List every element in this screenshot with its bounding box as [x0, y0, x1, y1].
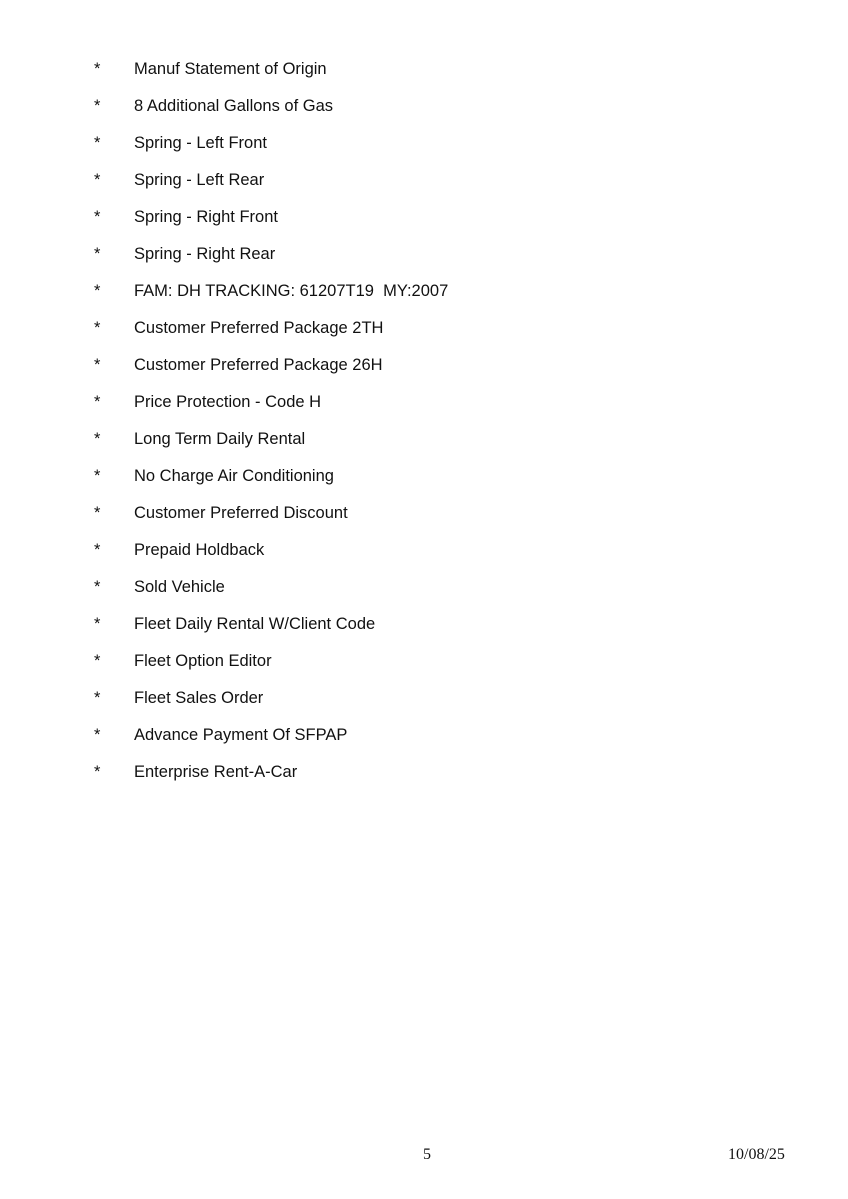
list-item-text: Spring - Right Front: [134, 208, 278, 226]
list-item-text: Fleet Option Editor: [134, 652, 272, 670]
list-item-text: Fleet Daily Rental W/Client Code: [134, 615, 376, 633]
bullet-marker: *: [94, 208, 101, 226]
list-item-text: Manuf Statement of Origin: [134, 60, 327, 78]
bullet-marker: *: [94, 393, 101, 411]
bullet-marker: *: [94, 615, 101, 633]
bullet-marker: *: [94, 134, 101, 152]
list-item-text: Spring - Right Rear: [134, 245, 276, 263]
bullet-marker: *: [94, 319, 101, 337]
bullet-marker: *: [94, 245, 101, 263]
bullet-marker: *: [94, 652, 101, 670]
bullet-marker: *: [94, 689, 101, 707]
bullet-marker: *: [94, 60, 101, 78]
bullet-marker: *: [94, 171, 101, 189]
bullet-marker: *: [94, 541, 101, 559]
bullet-marker: *: [94, 97, 101, 115]
list-item-text: Sold Vehicle: [134, 578, 225, 596]
bullet-marker: *: [94, 430, 101, 448]
list-item-text: Long Term Daily Rental: [134, 430, 306, 448]
footer-date: 10/08/25: [728, 1146, 785, 1163]
list-item-text: Advance Payment Of SFPAP: [134, 726, 348, 744]
bullet-marker: *: [94, 726, 101, 744]
bullet-marker: *: [94, 578, 101, 596]
list-item-text: 8 Additional Gallons of Gas: [134, 97, 334, 115]
list-item-text: Customer Preferred Package 26H: [134, 356, 383, 374]
bullet-marker: *: [94, 763, 101, 781]
bullet-marker: *: [94, 467, 101, 485]
bullet-marker: *: [94, 504, 101, 522]
list-item-text: Fleet Sales Order: [134, 689, 264, 707]
list-item-text: Customer Preferred Discount: [134, 504, 348, 522]
list-item-text: Customer Preferred Package 2TH: [134, 319, 384, 337]
page-number: 5: [423, 1146, 431, 1163]
bullet-marker: *: [94, 282, 101, 300]
list-item-text: Prepaid Holdback: [134, 541, 265, 559]
list-item-text: No Charge Air Conditioning: [134, 467, 334, 485]
bullet-marker: *: [94, 356, 101, 374]
list-item-text: FAM: DH TRACKING: 61207T19 MY:2007: [134, 282, 449, 300]
list-item-text: Enterprise Rent-A-Car: [134, 763, 298, 781]
list-item-text: Spring - Left Front: [134, 134, 267, 152]
list-item-text: Price Protection - Code H: [134, 393, 322, 411]
list-item-text: Spring - Left Rear: [134, 171, 265, 189]
